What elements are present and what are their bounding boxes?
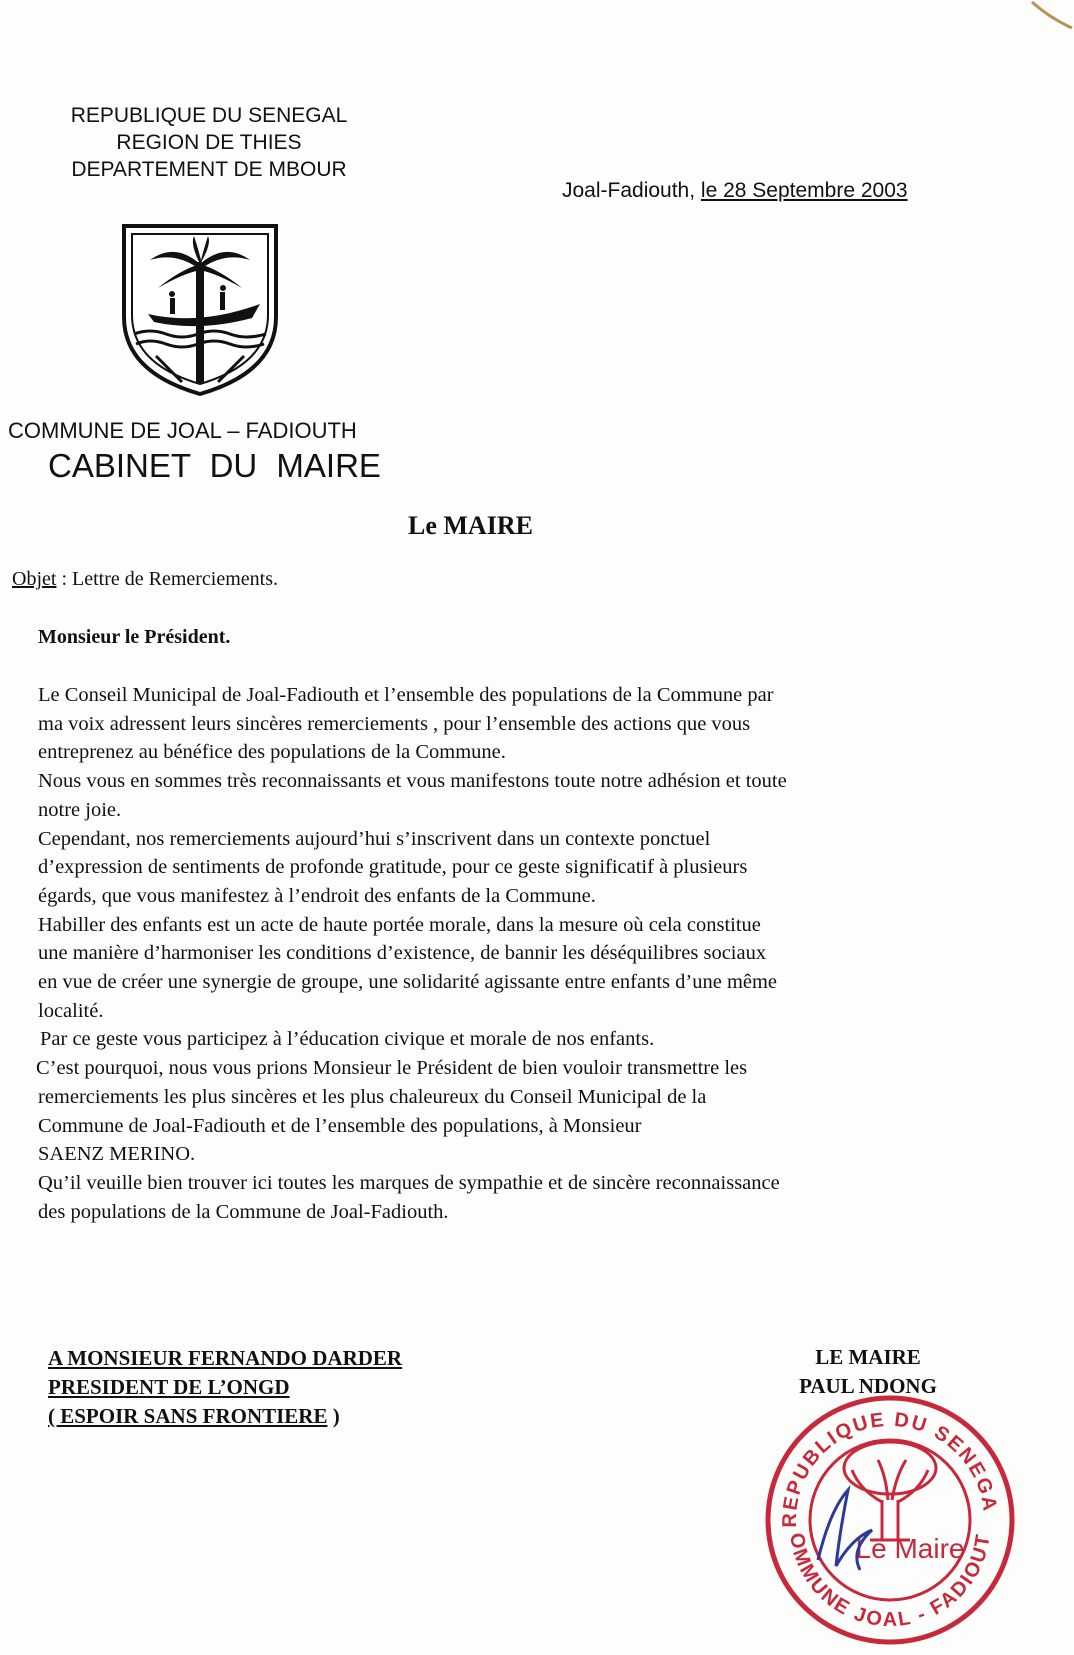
letter-subject [12,568,278,591]
body-line: SAENZ MERINO. [38,1143,196,1166]
letter-body [38,681,968,1226]
subject-label: Objet [12,568,57,590]
body-line: entreprenez au bénéfice des populations de la Commune. [38,741,506,764]
body-line: Par ce geste vous participez à l’éducation civique et morale de nos enfants. [40,1028,655,1051]
header-department: DEPARTEMENT DE MBOUR [71,158,347,181]
header-region: REGION DE THIES [116,131,302,154]
body-line: Qu’il veuille bien trouver ici toutes les marques de sympathie et de sincère reconnaissance [38,1171,780,1194]
header-republic: REPUBLIQUE DU SENEGAL [70,104,348,127]
body-line: C’est pourquoi, nous vous prions Monsieur le Président de bien vouloir transmettre les [36,1057,748,1080]
recipient-org-close: ) [327,1404,340,1428]
body-line: Le Conseil Municipal de Joal-Fadiouth et l’ensemble des populations de la Commune par [38,684,774,706]
recipient-title: PRESIDENT DE L’ONGD [48,1375,290,1399]
body-line: des populations de la Commune de Joal-Fadiouth. [38,1200,449,1223]
stamp-top-text: REPUBLIQUE DU SENEGA [778,1408,1001,1528]
body-line: Cependant, nos remerciements aujourd’hui s’inscrivent dans un contexte ponctuel [38,827,711,850]
coat-of-arms-icon [120,222,280,397]
body-line: Nous vous en sommes très reconnaissants et vous manifestons toute notre adhésion et toute [38,770,787,793]
body-line: une manière d’harmoniser les conditions d’existence, de bannir les déséquilibres sociaux [38,942,767,965]
body-line: égards, que vous manifestez à l’endroit des enfants de la Commune. [38,884,596,907]
body-line: ma voix adressent leurs sincères remerciements , pour l’ensemble des actions que vous [38,712,751,735]
subject-text: : Lettre de Remerciements. [56,568,279,590]
letter-heading: Le MAIRE [408,511,533,540]
stamp-center-text: Le Maire [855,1533,965,1564]
body-line: en vue de créer une synergie de groupe, une solidarité agissante entre enfants d’une même [38,971,778,994]
salutation: Monsieur le Président. [38,626,231,648]
stamp-bottom-text: OMMUNE JOAL - FADIOUT [785,1531,995,1632]
body-line: Habiller des enfants est un acte de haute portée morale, dans la mesure où cela constitue [38,913,761,936]
date-place: Joal-Fadiouth, [562,179,696,202]
body-line: localité. [38,999,104,1022]
body-line: remerciements les plus sincères et les plus chaleureux du Conseil Municipal de la [38,1085,707,1108]
recipient-organization [48,1402,402,1431]
date-value: le 28 Septembre 2003 [700,179,908,202]
body-line: notre joie. [38,798,122,821]
recipient-block [48,1344,402,1431]
letterhead-administrative [54,102,364,183]
body-line: Commune de Joal-Fadiouth et de l’ensemble des populations, à Monsieur [38,1114,642,1137]
letter-date [562,179,908,203]
commune-name: COMMUNE DE JOAL – FADIOUTH [8,418,357,443]
baobab-tree-icon [844,1442,936,1540]
recipient-name: A MONSIEUR FERNANDO DARDER [48,1346,403,1370]
page-fold-icon [1030,0,1074,30]
body-line: d’expression de sentiments de profonde gratitude, pour ce geste significatif à plusieurs [38,856,748,879]
signer-name: PAUL NDONG [799,1374,937,1398]
recipient-org-name: ( ESPOIR SANS FRONTIERE [48,1404,328,1428]
cabinet-title: CABINET DU MAIRE [48,447,381,484]
official-stamp-icon [760,1390,1020,1650]
svg-text:REPUBLIQUE DU SENEGAL [760,1390,1001,1528]
signer-title: LE MAIRE [815,1345,921,1369]
